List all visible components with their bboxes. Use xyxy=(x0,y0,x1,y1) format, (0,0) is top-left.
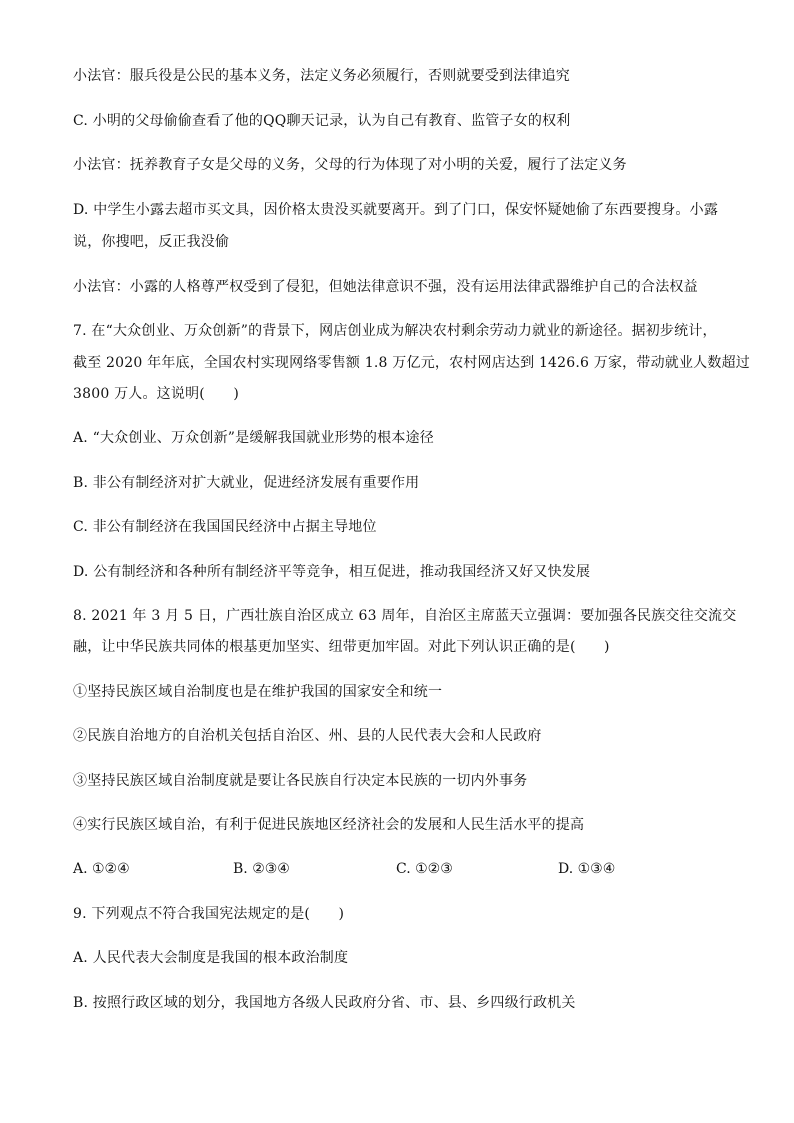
judge-comment-c: 小法官：抚养教育子女是父母的义务，父母的行为体现了对小明的关爱，履行了法定义务 xyxy=(73,157,627,173)
q7-stem-line1: 7. 在“大众创业、万众创新”的背景下，网店创业成为解决农村剩余劳动力就业的新途径。据初步统计， xyxy=(73,323,717,339)
q9-option-a: A. 人民代表大会制度是我国的根本政治制度 xyxy=(73,950,349,966)
q7-option-a: A. “大众创业、万众创新”是缓解我国就业形势的根本途径 xyxy=(73,430,434,446)
q8-option-c: C. ①②③ xyxy=(396,861,453,877)
q9-stem: 9. 下列观点不符合我国宪法规定的是( ) xyxy=(73,906,345,922)
q8-option-b: B. ②③④ xyxy=(233,861,290,877)
q6-option-c: C. 小明的父母偷偷查看了他的QQ聊天记录，认为自己有教育、监管子女的权利 xyxy=(73,113,571,129)
q8-options-row xyxy=(73,860,723,878)
q8-statement-1: ①坚持民族区域自治制度也是在维护我国的国家安全和统一 xyxy=(73,684,443,700)
q8-option-d: D. ①③④ xyxy=(558,861,616,877)
q8-option-a: A. ①②④ xyxy=(73,861,130,877)
q8-stem-line1: 8. 2021 年 3 月 5 日，广西壮族自治区成立 63 周年，自治区主席蓝天立强调：要加强各民族交往交流交 xyxy=(73,608,737,624)
q7-stem-line3: 3800 万人。这说明( ) xyxy=(73,386,240,402)
q8-statement-4: ④实行民族区域自治，有利于促进民族地区经济社会的发展和人民生活水平的提高 xyxy=(73,817,585,833)
q6-option-d-line2: 说，你搜吧，反正我没偷 xyxy=(73,234,230,250)
q7-option-c: C. 非公有制经济在我国国民经济中占据主导地位 xyxy=(73,519,377,535)
judge-comment-b: 小法官：服兵役是公民的基本义务，法定义务必须履行，否则就要受到法律追究 xyxy=(73,68,570,84)
q7-stem-line2: 截至 2020 年年底，全国农村实现网络零售额 1.8 万亿元，农村网店达到 1426.6 万家，带动就业人数超过 xyxy=(73,355,750,371)
q7-option-d: D. 公有制经济和各种所有制经济平等竞争，相互促进，推动我国经济又好又快发展 xyxy=(73,564,591,580)
q8-stem-line2: 融，让中华民族共同体的根基更加坚实、纽带更加牢固。对此下列认识正确的是( ) xyxy=(73,639,610,655)
q7-option-b: B. 非公有制经济对扩大就业，促进经济发展有重要作用 xyxy=(73,475,420,491)
q6-option-d-line1: D. 中学生小露去超市买文具，因价格太贵没买就要离开。到了门口，保安怀疑她偷了东西要搜身。小露 xyxy=(73,202,719,218)
q8-statement-3: ③坚持民族区域自治制度就是要让各民族自行决定本民族的一切内外事务 xyxy=(73,773,528,789)
judge-comment-d: 小法官：小露的人格尊严权受到了侵犯，但她法律意识不强，没有运用法律武器维护自己的合法权益 xyxy=(73,279,698,295)
q9-option-b: B. 按照行政区域的划分，我国地方各级人民政府分省、市、县、乡四级行政机关 xyxy=(73,995,576,1011)
q8-statement-2: ②民族自治地方的自治机关包括自治区、州、县的人民代表大会和人民政府 xyxy=(73,728,542,744)
